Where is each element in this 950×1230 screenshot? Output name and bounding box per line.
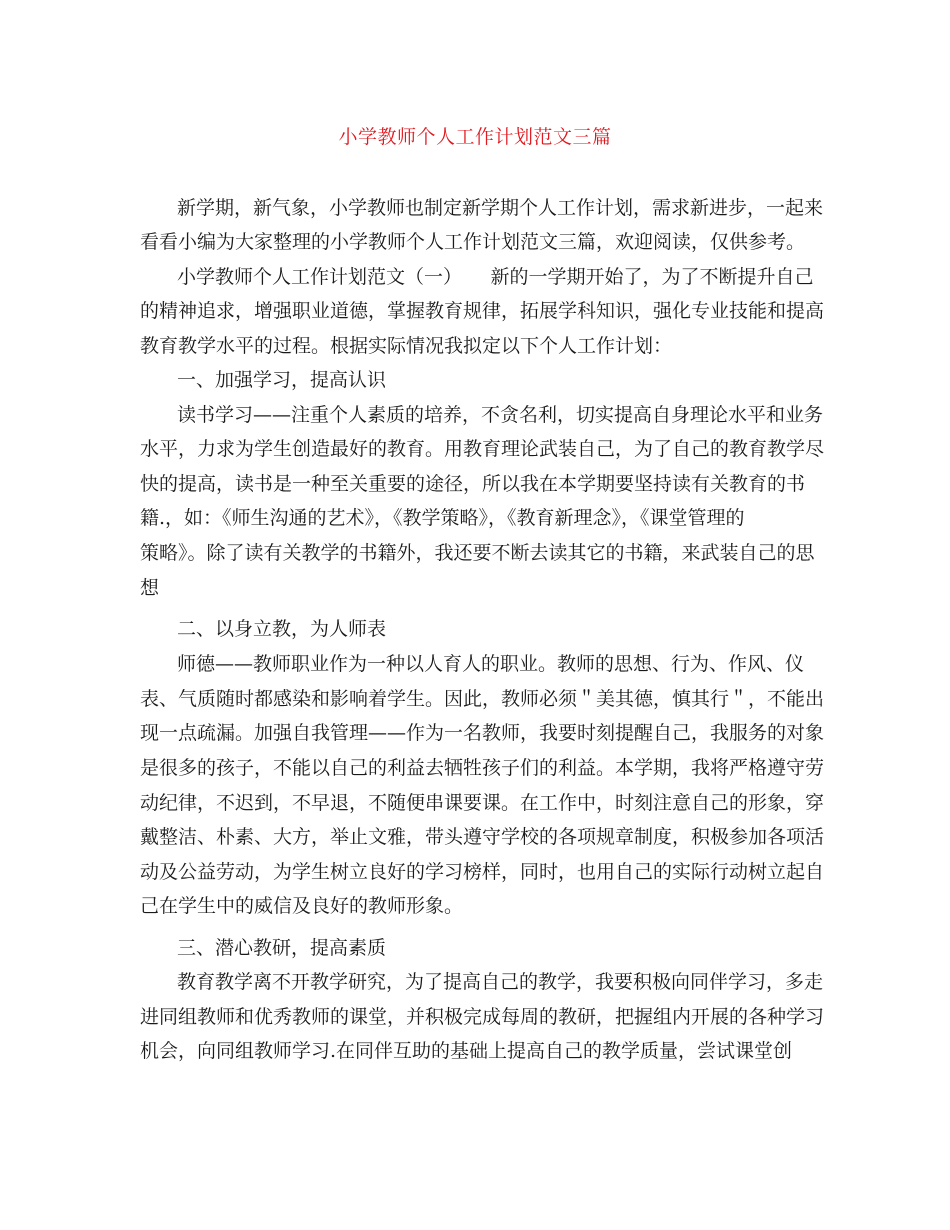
paragraph-line: 读书学习——注重个人素质的培养，不贪名利，切实提高自身理论水平和业务 — [177, 404, 824, 426]
paragraph-line: 策略》。除了读有关教学的书籍外，我还要不断去读其它的书籍，来武装自己的思 — [140, 542, 815, 564]
paragraph-line: 的精神追求，增强职业道德，掌握教育规律，拓展学科知识，强化专业技能和提高 — [140, 300, 825, 322]
intro-line-2: 看看小编为大家整理的小学教师个人工作计划范文三篇，欢迎阅读，仅供参考。 — [140, 231, 806, 253]
paragraph-line: 教育教学离不开教学研究，为了提高自己的教学，我要积极向同伴学习，多走 — [177, 971, 824, 993]
paragraph-line: 己在学生中的威信及良好的教师形象。 — [140, 895, 464, 917]
paragraph-line: 进同组教师和优秀教师的课堂，并积极完成每周的教研，把握组内开展的各种学习 — [140, 1006, 825, 1028]
paragraph-line: 教育教学水平的过程。根据实际情况我拟定以下个人工作计划： — [140, 335, 673, 357]
paragraph-line: 快的提高，读书是一种至关重要的途径，所以我在本学期要坚持读有关教育的书 — [140, 473, 806, 495]
paragraph-line: 动及公益劳动，为学生树立良好的学习榜样，同时，也用自己的实际行动树立起自 — [140, 861, 825, 883]
section-heading-1: 一、加强学习，提高认识 — [177, 369, 387, 391]
paragraph-line: 籍.，如：《师生沟通的艺术》，《教学策略》，《教育新理念》，《课堂管理的 — [140, 507, 745, 529]
section-heading-3: 三、潜心教研，提高素质 — [177, 937, 387, 959]
paragraph-line: 戴整洁、朴素、大方，举止文雅，带头遵守学校的各项规章制度，积极参加各项活 — [140, 826, 825, 848]
paragraph-line: 表、气质随时都感染和影响着学生。因此，教师必须＂美其德，慎其行＂，不能出 — [140, 688, 825, 710]
paragraph-line: 机会，向同组教师学习.在同伴互助的基础上提高自己的教学质量，尝试课堂创 — [140, 1040, 793, 1062]
section-heading-2: 二、以身立教，为人师表 — [177, 618, 387, 640]
intro-line-1: 新学期，新气象，小学教师也制定新学期个人工作计划，需求新进步，一起来 — [177, 197, 824, 219]
document-title: 小学教师个人工作计划范文三篇 — [338, 126, 612, 148]
paragraph-line: 是很多的孩子，不能以自己的利益去牺牲孩子们的利益。本学期，我将严格遵守劳 — [140, 757, 825, 779]
paragraph-line: 动纪律，不迟到，不早退，不随便串课要课。在工作中，时刻注意自己的形象，穿 — [140, 792, 825, 814]
paragraph-line: 想 — [140, 577, 160, 599]
paragraph-line: 现一点疏漏。加强自我管理——作为一名教师，我要时刻提醒自己，我服务的对象 — [140, 722, 825, 744]
paragraph-line: 小学教师个人工作计划范文（一） 新的一学期开始了，为了不断提升自己 — [177, 266, 814, 288]
paragraph-line: 师德——教师职业作为一种以人育人的职业。教师的思想、行为、作风、仪 — [177, 653, 805, 675]
paragraph-line: 水平，力求为学生创造最好的教育。用教育理论武装自己，为了自己的教育教学尽 — [140, 438, 825, 460]
